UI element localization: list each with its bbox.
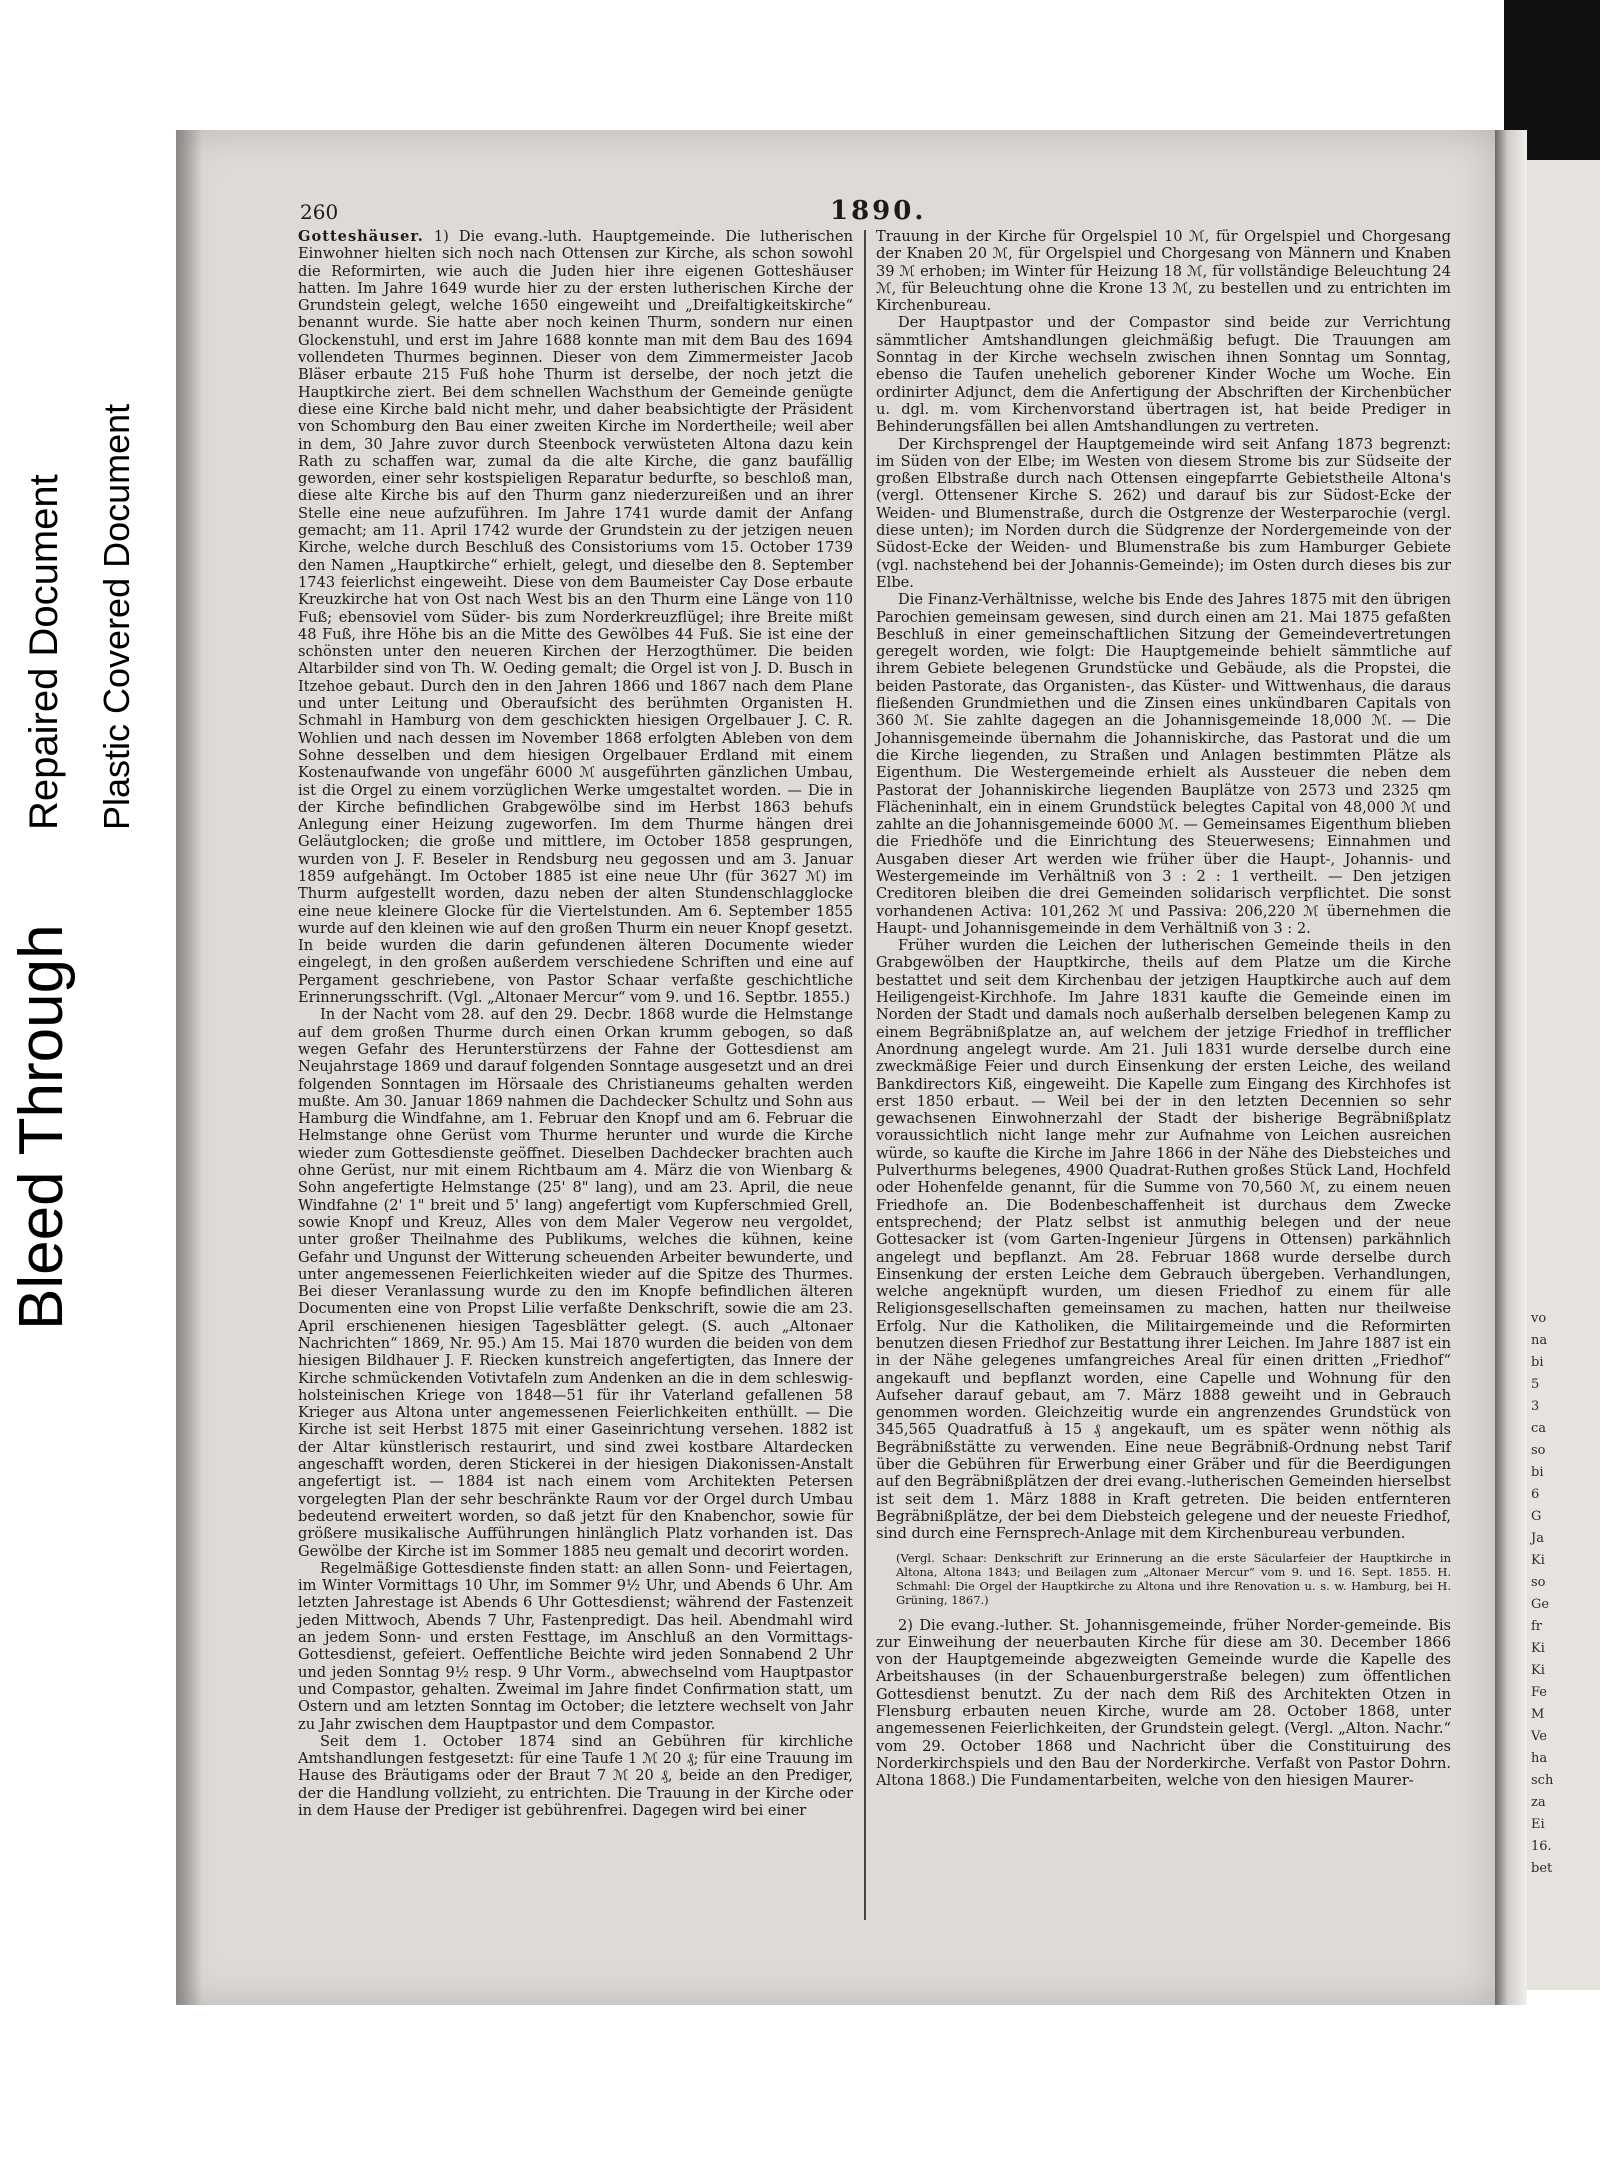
paragraph: 2) Die evang.-luther. St. Johannisgemeinde, früher Norder-gemeinde. Bis zur Einweihung der neuerbauten Kirche für diese am 30. December 1866 von der Hauptgemeinde abgezweigten Gemeinde wurde die Kapelle des Arbeitshauses (in der Schauenburgerstraße belegen) zum öffentlichen Gottesdienst benutzt. Zu der nach dem Riß des Architekten Otzen in Flensburg erbauten neuen Kirche, wurde am 28. October 1868, unter angemessenen Feierlichkeiten, der Grundstein gelegt. (Vergl. „Alton. Nachr.“ vom 29. October 1868 und Nachricht über die Constituirung des Norderkirchspiels und den Bau der Norderkirche. Verfaßt von Pastor Dohrn. Altona 1868.) Die Fundamentarbeiten, welche von den hiesigen Maurer- xyxy=(876,1616,1451,1790)
page-year-heading: 1890. xyxy=(830,196,927,226)
adjacent-page-text: vo xyxy=(1531,1311,1547,1326)
adjacent-page-text: ha xyxy=(1531,1751,1548,1766)
document-condition-labels xyxy=(0,0,160,1400)
adjacent-page-text: Ve xyxy=(1531,1729,1547,1744)
adjacent-page-text: Ge xyxy=(1531,1597,1550,1612)
adjacent-page-text: so xyxy=(1531,1575,1546,1590)
right-column xyxy=(876,228,1451,1790)
adjacent-page-text: na xyxy=(1531,1333,1548,1348)
adjacent-page-text: Fe xyxy=(1531,1685,1548,1700)
adjacent-page-text: G xyxy=(1531,1509,1542,1524)
adjacent-page-text: sch xyxy=(1531,1773,1554,1788)
paragraph: Die Finanz-Verhältnisse, welche bis Ende des Jahres 1875 mit den übrigen Parochien gemeinsam gewesen, sind durch einen am 21. Mai 1875 gefaßten Beschluß in einer gemeinschaftlichen Sitzung der Gemeindevertretungen geregelt worden, wie folgt: Die Hauptgemeinde behielt sämmtliche auf ihrem Gebiete belegenen Grundstücke und Gebäude, als die Propstei, die beiden Pastorate, das Organisten-, das Küster- und Wittwenhaus, die daraus fließenden Grundmiethen und die Zinsen eines unkündbaren Capitals von 360 ℳ. Sie zahlte dagegen an die Johannisgemeinde 18,000 ℳ. — Die Johannisgemeinde übernahm die Johanniskirche, das Pastorat und die um die Kirche liegenden, zu Straßen und Anlagen bestimmten Plätze als Eigenthum. Die Westergemeinde erhielt als Aussteuer die neben dem Pastorat der Johanniskirche liegenden Bauplätze von 2573 und 2325 qm Flächeninhalt, ein in einem Grundstück belegtes Capital von 48,000 ℳ und zahlte an die Johannisgemeinde 6000 ℳ. — Gemeinsames Eigenthum blieben die Friedhöfe und die Einrichtung des Steuerwesens; Einnahmen und Ausgaben dieser Art werden wie früher über die Haupt-, Johannis- und Westergemeinde im Verhältniß von 3 : 2 : 1 vertheilt. — Den jetzigen Creditoren bleiben die drei Gemeinden solidarisch verpflichtet. Die sonst vorhandenen Activa: 101,262 ℳ und Passiva: 206,220 ℳ übernehmen die Haupt- und Johannisgemeinde in dem Verhältniß von 3 : 2. xyxy=(876,591,1451,937)
paragraph: Trauung in der Kirche für Orgelspiel 10 ℳ, für Orgelspiel und Chorgesang der Knaben 20 ℳ, für Orgelspiel und Chorgesang von Männern und Knaben 39 ℳ erhoben; im Winter für Heizung 18 ℳ, für vollständige Beleuchtung 24 ℳ, für Beleuchtung ohne die Krone 13 ℳ, zu bestellen und zu entrichten im Kirchenbureau. xyxy=(876,228,1451,315)
paragraph-text: 1) Die evang.-luth. Hauptgemeinde. Die lutherischen Einwohner hielten sich noch nach Ottensen zur Kirche, als schon sowohl die Reformirten, wie auch die Juden hier ihre eigenen Gotteshäuser hatten. Im Jahre 1649 wurde hier zu der ersten lutherischen Kirche der Grundstein gelegt, welche 1650 eingeweiht und „Dreifaltigkeitskirche“ benannt wurde. Sie hatte aber noch keinen Thurm, sondern nur einen Glockenstuhl, und erst im Jahre 1688 konnte man mit dem Bau des 1694 vollendeten Thurmes beginnen. Dieser von dem Zimmermeister Jacob Bläser erbaute 215 Fuß hohe Thurm ist derselbe, der noch jetzt die Hauptkirche ziert. Bei dem schnellen Wachsthum der Gemeinde genügte diese eine Kirche bald nicht mehr, und daher beabsichtigte der Präsident von Schomburg den Bau einer zweiten Kirche im Nordertheile; weil aber in dem, 30 Jahre zuvor durch Steenbock verwüsteten Altona dazu kein Rath zu schaffen war, zumal da die alte Kirche, die ganz baufällig geworden, einer sehr kostspieligen Reparatur bedurfte, so beschloß man, diese alte Kirche bis auf den Thurm ganz niederzureißen und an ihrer Stelle eine neue aufzuführen. Im Jahre 1741 wurde damit der Anfang gemacht; am 11. April 1742 wurde der Grundstein zu der jetzigen neuen Kirche, welche durch Beschluß des Consistoriums vom 15. October 1739 den Namen „Hauptkirche“ erhielt, gelegt, und dieselbe den 8. September 1743 feierlichst eingeweiht. Diese von dem Baumeister Cay Dose erbaute Kreuzkirche hat von Ost nach West bis an den Thurm eine Länge von 110 Fuß; ebensoviel vom Süder- bis zum Norderkreuzflügel; ihre Breite mißt 48 Fuß, ihre Höhe bis an die Mitte des Gewölbes 44 Fuß. Sie ist eine der schönsten unter den neueren Kirchen der Herzogthümer. Die beiden Altarbilder sind von Th. W. Oeding gemalt; die Orgel ist von J. D. Busch in Itzehoe gebaut. Durch den in den Jahren 1866 und 1867 nach dem Plane und unter Leitung und Oberaufsicht des berühmten Organisten H. Schmahl in Hamburg von dem geschickten hiesigen Orgelbauer J. C. R. Wohlien und nach dessen im November 1868 erfolgten Ableben von dem Sohne desselben und dem hiesigen Orgelbauer Erdland mit einem Kostenaufwande von ungefähr 6000 ℳ ausgeführten gänzlichen Umbau, ist die Orgel zu einem vorzüglichen Werke umgestaltet worden. — Die in der Kirche befindlichen Grabgewölbe sind im Herbst 1863 behufs Anlegung einer Heizung zugeworfen. Im dem Thurme hängen drei Geläutglocken; die große und mittlere, im October 1858 gesprungen, wurden von J. F. Beseler in Rendsburg neu gegossen und am 3. Januar 1859 aufgehängt. Im October 1885 ist eine neue Uhr (für 3627 ℳ) im Thurm aufgestellt worden, dazu neben der alten Stundenschlagglocke eine neue kleinere Glocke für die Viertelstunden. Am 6. September 1855 wurde auf den kleinen wie auf den großen Thurm ein neuer Knopf gesetzt. In beide wurden die darin gefundenen älteren Documente wieder eingelegt, in den großen außerdem verschiedene Schriften und eine auf Pergament geschriebene, von Pastor Schaar verfaßte geschichtliche Erinnerungsschrift. (Vgl. „Altonaer Mercur“ vom 9. und 16. Septbr. 1855.) xyxy=(298,228,853,1007)
adjacent-page-text: Ki xyxy=(1531,1553,1545,1568)
page-edge-shadow xyxy=(176,130,202,2005)
adjacent-page-text: so xyxy=(1531,1443,1546,1458)
adjacent-page-text: bi xyxy=(1531,1465,1544,1480)
adjacent-page-text: Ja xyxy=(1531,1531,1544,1546)
adjacent-page-text: bet xyxy=(1531,1861,1553,1876)
paragraph: Der Hauptpastor und der Compastor sind beide zur Verrichtung sämmtlicher Amtshandlungen gleichmäßig befugt. Die Trauungen am Sonntag in der Kirche wechseln zwischen ihnen Sonntag um Sonntag, ebenso die Taufen unehelich geborener Kinder Woche um Woche. Ein ordinirter Adjunct, dem die Anfertigung der Abschriften der Kirchenbücher u. dgl. m. vom Kirchenvorstand übertragen ist, hat beide Prediger in Behinderungsfällen bei allen Amtshandlungen zu vertreten. xyxy=(876,314,1451,436)
reference-note: (Vergl. Schaar: Denkschrift zur Erinnerung an die erste Säcularfeier der Hauptkirche in Altona, Altona 1843; und Beilagen zum „Altonaer Mercur“ vom 9. und 16. Sept. 1855. H. Schmahl: Die Orgel der Hauptkirche zu Altona und ihre Renovation u. s. w. Hamburg, bei H. Grüning, 1867.) xyxy=(896,1550,1451,1607)
adjacent-page-text: Ei xyxy=(1531,1817,1545,1832)
paragraph: In der Nacht vom 28. auf den 29. Decbr. 1868 wurde die Helmstange auf dem großen Thurme durch einen Orkan krumm gebogen, so daß wegen Gefahr des Herunterstürzens der Fahne der Gottesdienst am Neujahrstage 1869 und darauf folgenden Sonntage ausgesetzt und an drei folgenden Sonntagen im Hörsaale des Christianeums gehalten werden mußte. Am 30. Januar 1869 nahmen die Dachdecker Schultz und Sohn aus Hamburg die Windfahne, am 1. Februar den Knopf und am 6. Februar die Helmstange ohne Gerüst vom Thurme herunter und wurde die Kirche wieder zum Gottesdienste geöffnet. Dieselben Dachdecker brachten auch ohne Gerüst, nur mit einem Richtbaum am 4. März die von Wienbarg & Sohn angefertigte Helmstange (25' 8" lang), und am 23. April, die neue Windfahne (2' 1" breit und 5' lang) angefertigt vom Kupferschmied Grell, sowie Knopf und Kreuz, Alles von dem Maler Vegerow neu vergoldet, unter großer Theilnahme des Publikums, welches die kühnen, keine Gefahr und Ungunst der Witterung scheuenden Arbeiter bewunderte, und unter angemessenen Feierlichkeiten wieder auf die Spitze des Thurmes. Bei dieser Veranlassung wurde zu den im Knopfe befindlichen älteren Documenten eine von Propst Lilie verfaßte Denkschrift, sowie die am 23. April erschienenen hiesigen Tagesblätter gelegt. (S. auch „Altonaer Nachrichten“ 1869, Nr. 95.) Am 15. Mai 1870 wurden die beiden von dem hiesigen Bildhauer J. F. Riecken kunstreich angefertigten, das Innere der Kirche schmückenden Votivtafeln zum Andenken an die in dem schleswig-holsteinischen Kriege von 1848—51 für ihr Vaterland gefallenen 58 Krieger aus Altona unter angemessenen Feierlichkeiten enthüllt. — Die Kirche ist seit Herbst 1875 mit einer Gaseinrichtung versehen. 1882 ist der Altar künstlerisch restaurirt, und sind zwei kostbare Altardecken angeschafft worden, deren Stickerei in der hiesigen Diakonissen-Anstalt angefertigt ist. — 1884 ist nach einem vom Architekten Petersen vorgelegten Plan der sehr beschränkte Raum vor der Orgel durch Umbau bedeutend erweitert worden, so daß jetzt für den Knabenchor, sowie für größere musikalische Aufführungen hinlänglich Platz vorhanden ist. Das Gewölbe der Kirche ist im Sommer 1885 neu gemalt und decorirt worden. xyxy=(298,1006,853,1560)
adjacent-page-text: 16. xyxy=(1531,1839,1552,1854)
label-bleed-through: Bleed Through xyxy=(7,924,76,1330)
paragraph xyxy=(298,228,853,1006)
adjacent-page-text: 5 xyxy=(1531,1377,1540,1392)
column-divider xyxy=(864,230,866,1920)
adjacent-page-text: 3 xyxy=(1531,1399,1540,1414)
label-repaired-document: Repaired Document xyxy=(22,474,66,830)
adjacent-page-text: bi xyxy=(1531,1355,1544,1370)
adjacent-page-text: Ki xyxy=(1531,1663,1545,1678)
adjacent-page-text: M xyxy=(1531,1707,1545,1722)
adjacent-page-text: Ki xyxy=(1531,1641,1545,1656)
paragraph: Früher wurden die Leichen der lutherischen Gemeinde theils in den Grabgewölben der Hauptkirche, theils auf dem Platze um die Kirche bestattet und seit dem Kirchenbau der jetzigen Hauptkirche auch auf dem Heiligengeist-Kirchhofe. Im Jahre 1831 kaufte die Gemeinde einen im Norden der Stadt und damals noch außerhalb derselben belegenen Kamp zu einem Begräbnißplatze an, auf welchem der jetzige Friedhof in trefflicher Anordnung angelegt wurde. Am 21. Juli 1831 wurde derselbe durch eine zweckmäßige Feier und durch Einsenkung der ersten Leiche, des weiland Bankdirectors Kiß, eingeweiht. Die Kapelle zum Eingang des Kirchhofes ist erst 1850 erbaut. — Weil bei der in den letzten Decennien so sehr gewachsenen Einwohnerzahl der Stadt der bisherige Begräbnißplatz voraussichtlich nicht lange mehr zur Aufnahme von Leichen ausreichen würde, so kaufte die Kirche im Jahre 1866 in der Nähe des Diebsteiches und Pulverthurms belegenes, 4900 Quadrat-Ruthen großes Stück Land, Hochfeld oder Hohenfelde genannt, für die Summe von 70,560 ℳ, zu einem neuen Friedhofe an. Die Bodenbeschaffenheit ist durchaus dem Zwecke entsprechend; der Platz selbst ist anmuthig belegen und der neue Gottesacker ist (vom Garten-Ingenieur Jürgens in Ottensen) parkähnlich angelegt und bepflanzt. Am 28. Februar 1868 wurde derselbe durch Einsenkung der ersten Leiche dem Gebrauch übergeben. Verhandlungen, welche angeknüpft wurden, um diesen Friedhof zu einem für alle Religionsgesellschaften gemeinsamen zu machen, hatten nur theilweise Erfolg. Nur die Katholiken, die Militairgemeinde und die Reformirten benutzen diesen Friedhof zur Bestattung ihrer Leichen. Im Jahre 1887 ist ein in der Nähe gelegenes umfangreiches Areal für einen dritten „Friedhof“ angekauft und bepflanzt worden, eine Capelle und Wohnung für den Aufseher darauf gebaut, am 7. März 1888 geweiht und in Gebrauch genommen worden. Gleichzeitig wurde ein angrenzendes Grundstück von 345,565 Quadratfuß à 15 ₰ angekauft, um es später wenn nöthig als Begräbnißstätte zu verwenden. Eine neue Begräbniß-Ordnung nebst Tarif über die Gebühren für Erwerbung einer Gräber und für die Beerdigungen auf den Begräbnißplätzen der drei evang.-lutherischen Gemeinden hierselbst ist seit dem 1. März 1888 in Kraft getreten. Die beiden entfernteren Begräbnißplätze, der bei dem Diebsteich gelegene und der neueste Friedhof, sind durch eine Fernsprech-Anlage mit dem Kirchenbureau verbunden. xyxy=(876,937,1451,1543)
paragraph: Der Kirchsprengel der Hauptgemeinde wird seit Anfang 1873 begrenzt: im Süden von der Elbe; im Westen von diesem Strome bis zur Südseite der großen Elbstraße durch nach Ottensen eingepfarrte Gebietstheile Altona's (vergl. Ottensener Kirche S. 262) und darauf bis zur Südost-Ecke der Weiden- und Blumenstraße, durch die Ostgrenze der Westerparochie (vergl. diese unten); im Norden durch die Südgrenze der Nordergemeinde von der Südost-Ecke der Weiden- und Blumenstraße bis zum Hamburger Gebiete (vgl. nachstehend bei der Johannis-Gemeinde); im Osten durch dieses bis zur Elbe. xyxy=(876,435,1451,591)
adjacent-page-text: 6 xyxy=(1531,1487,1540,1502)
label-plastic-covered-document: Plastic Covered Document xyxy=(96,403,137,830)
left-column xyxy=(298,228,853,1819)
adjacent-page-text: ca xyxy=(1531,1421,1547,1436)
adjacent-page-fragment xyxy=(1527,160,1600,1990)
adjacent-page-text: fr xyxy=(1531,1619,1543,1634)
section-lead: Gotteshäuser. xyxy=(298,228,424,245)
adjacent-page-text: za xyxy=(1531,1795,1546,1810)
book-gutter xyxy=(1495,130,1527,2005)
page-number: 260 xyxy=(300,200,339,224)
paragraph: Regelmäßige Gottesdienste finden statt: an allen Sonn- und Feiertagen, im Winter Vormittags 10 Uhr, im Sommer 9½ Uhr, und Abends 6 Uhr. Am letzten Jahrestage ist Abends 6 Uhr Gottesdienst; während der Fastenzeit jeden Mittwoch, Abends 7 Uhr, Fastenpredigt. Das heil. Abendmahl wird an jedem Sonn- und ersten Festtage, im Anschluß an den Vormittags-Gottesdienst, gefeiert. Oeffentliche Beichte wird jeden Sonnabend 2 Uhr und jeden Sonntag 9½ resp. 9 Uhr Vorm., abwechselnd vom Hauptpastor und Compastor, gehalten. Zweimal im Jahre findet Confirmation statt, um Ostern und am letzten Sonntag im October; die letztere wechselt von Jahr zu Jahr zwischen dem Hauptpastor und dem Compastor. xyxy=(298,1559,853,1733)
paragraph: Seit dem 1. October 1874 sind an Gebühren für kirchliche Amtshandlungen festgesetzt: für eine Taufe 1 ℳ 20 ₰; für eine Trauung im Hause des Bräutigams oder der Braut 7 ℳ 20 ₰, beide an den Prediger, der die Handlung vollzieht, zu entrichten. Die Trauung in der Kirche oder in dem Hause der Prediger ist gebührenfrei. Dagegen wird bei einer xyxy=(298,1732,853,1820)
